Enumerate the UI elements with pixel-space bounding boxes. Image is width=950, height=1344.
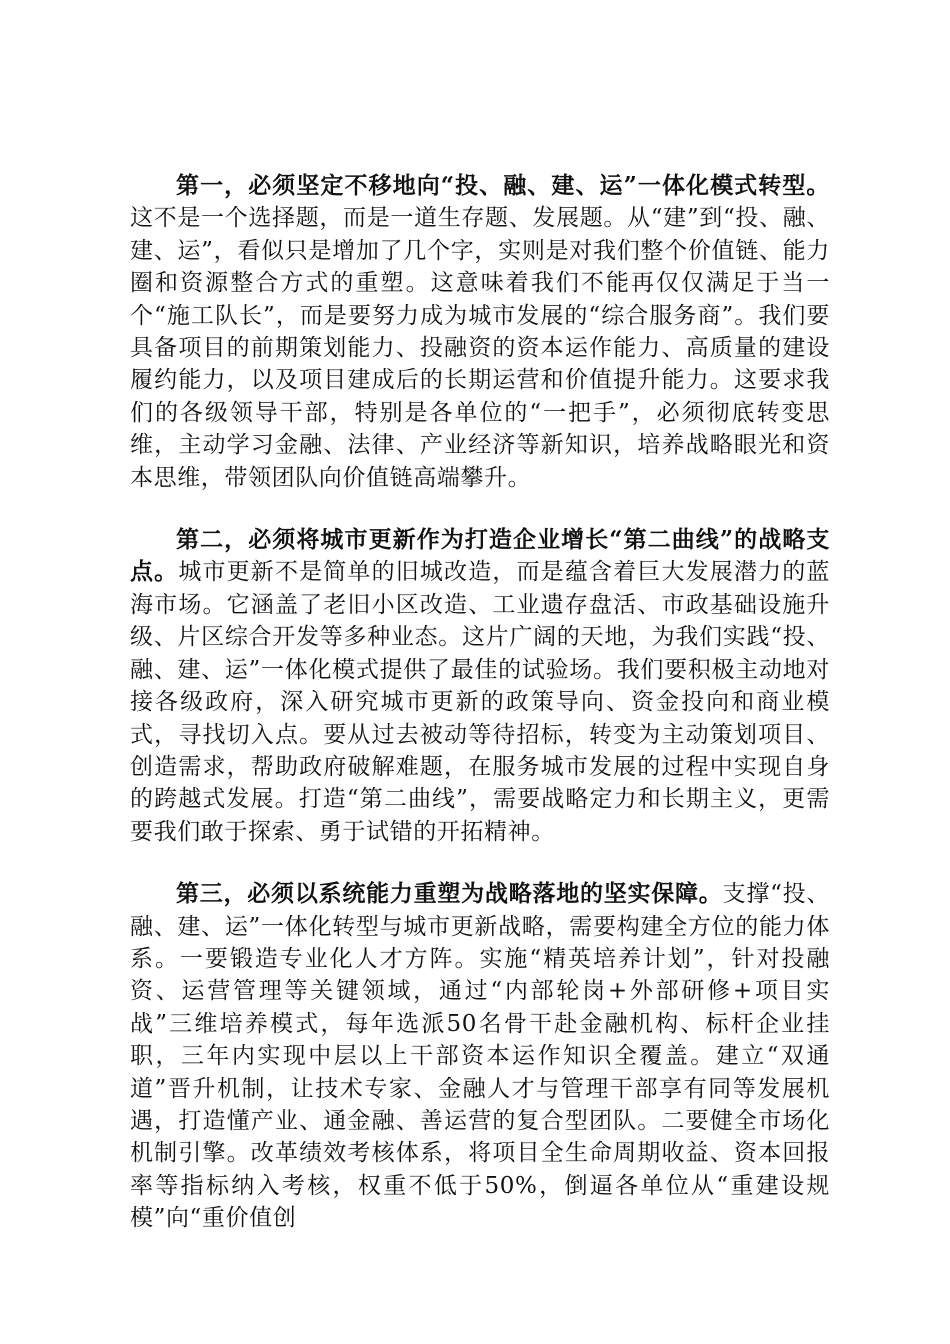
document-body — [130, 170, 830, 1265]
paragraph-3-heading: 第三，必须以系统能力重塑为战略落地的坚实保障。 — [176, 880, 723, 908]
paragraph-3 — [130, 878, 830, 1234]
paragraph-2-body: 城市更新不是简单的旧城改造，而是蕴含着巨大发展潜力的蓝海市场。它涵盖了老旧小区改造、工业遗存盘活、市政基础设施升级、片区综合开发等多种业态。这片广阔的天地，为我们实践“投、融、建、运”一体化模式提供了最佳的试验场。我们要积极主动地对接各级政府，深入研究城市更新的政策导向、资金投向和商业模式，寻找切入点。要从过去被动等待招标，转变为主动策划项目、创造需求，帮助政府破解难题，在服务城市发展的过程中实现自身的跨越式发展。打造“第二曲线”，需要战略定力和长期主义，更需要我们敢于探索、勇于试错的开拓精神。 — [130, 559, 831, 845]
paragraph-2 — [130, 524, 830, 848]
paragraph-3-body: 支撑“投、融、建、运”一体化转型与城市更新战略，需要构建全方位的能力体系。一要锻造专业化人才方阵。实施“精英培养计划”，针对投融资、运营管理等关键领域，通过“内部轮岗+外部研修+项目实战”三维培养模式，每年选派50名骨干赴金融机构、标杆企业挂职，三年内实现中层以上干部资本运作知识全覆盖。建立“双通道”晋升机制，让技术专家、金融人才与管理干部享有同等发展机遇，打造懂产业、通金融、善运营的复合型团队。二要健全市场化机制引擎。改革绩效考核体系，将项目全生命周期收益、资本回报率等指标纳入考核，权重不低于50%，倒逼各单位从“重建设规模”向“重价值创 — [130, 881, 830, 1232]
paragraph-1-body: 这不是一个选择题，而是一道生存题、发展题。从“建”到“投、融、建、运”，看似只是增加了几个字，实则是对我们整个价值链、能力圈和资源整合方式的重塑。这意味着我们不能再仅仅满足于当一个“施工队长”，而是要努力成为城市发展的“综合服务商”。我们要具备项目的前期策划能力、投融资的资本运作能力、高质量的建设履约能力，以及项目建成后的长期运营和价值提升能力。这要求我们的各级领导干部，特别是各单位的“一把手”，必须彻底转变思维，主动学习金融、法律、产业经济等新知识，培养战略眼光和资本思维，带领团队向价值链高端攀升。 — [130, 205, 830, 491]
paragraph-1-heading: 第一，必须坚定不移地向“投、融、建、运”一体化模式转型。 — [176, 172, 830, 199]
paragraph-1 — [130, 170, 830, 494]
paragraph-2-heading: 第二，必须将城市更新作为打造企业增长“第二曲线”的战略支点。 — [130, 526, 830, 586]
